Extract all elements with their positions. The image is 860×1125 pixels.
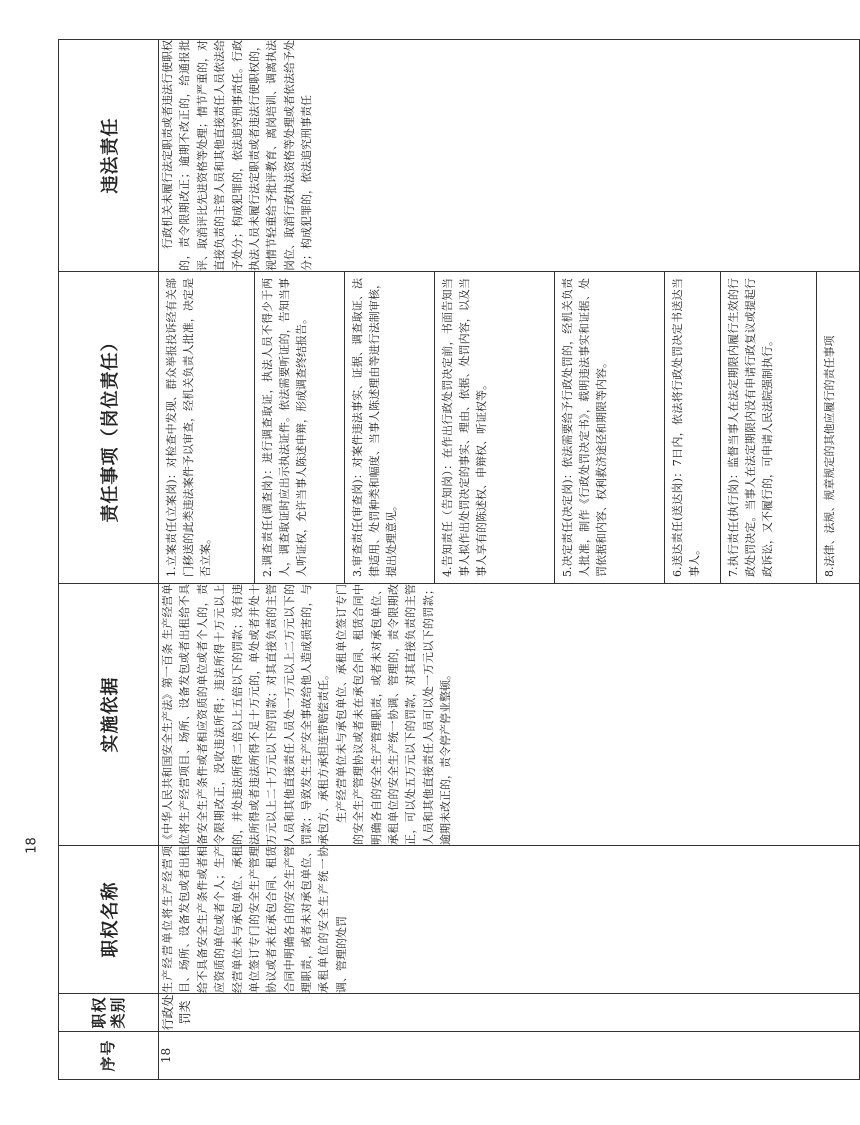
row-name	[159, 846, 860, 994]
responsibility-item-notification: 4.告知责任（告知岗）：在作出行政处罚决定前，书面告知当事人拟作出处罚决定的事实、理由、依据、处罚内容，以及当事人享有的陈述权、申辩权、听证权等。	[435, 272, 555, 583]
liability-text: 行政机关未履行法定职责或者违法行使职权的，责令限期改正；逾期不改正的，给通报批评、取消评比先进资格等处理；情节严重的，对直接负责的主管人员和其他直接责任人员依法给予处分；构成犯罪的，依法追究刑事责任。行政执法人员未履行法定职责或者违法行使职权的，视情节轻重给予批评教育、离岗培训、调离执法岗位、取消行政执法资格等处理或者依法给予处分；构成犯罪的，依法追究刑事责任	[161, 40, 313, 271]
header-seq: 序号	[59, 1032, 159, 1080]
responsibility-item-other: 8.法律、法规、规章规定的其他应履行的责任事项	[823, 335, 836, 577]
responsibility-item-review: 3.审查责任(审查岗)：对案件违法事实、证据、调查取证、法律适用、处罚种类和幅度、当事人陈述理由等进行法制审核，提出处理意见。	[345, 272, 435, 583]
rotated-table-container	[58, 40, 836, 1080]
responsibility-item-enforcement: 7.执行责任(执行岗)：监督当事人在法定期限内履行生效的行政处罚决定。当事人在法定期限内没有申请行政复议或提起行政诉讼，又不履行的，可申请人民法院强制执行。	[721, 272, 817, 583]
row-name-text: 生产经营单位将生产经营项目、场所、设备发包或者出租给不具备安全生产条件或者相应资质的单位或者个人；生产经营单位未与承包单位、承租单位签订专门的安全生产管理协议或者未在承包合同、租赁合同中明确各自的安全生产管理职责，或者未对承包单位、承租单位的安全生产统一协调、管理的处罚	[161, 846, 348, 993]
page-number: 18	[24, 837, 40, 854]
responsibility-item-filing: 1.立案责任(立案岗)：对检查中发现、群众举报投诉经有关部门移送的此类违法案件予以审查，经机关负责人批准，决定是否立案。	[159, 272, 255, 583]
header-name: 职权名称	[59, 846, 159, 994]
basis-paragraph-1: 《中华人民共和国安全生产法》第一百条 生产经营单位将生产经营项目、场所、设备发包或者出租给不具备安全生产条件或者相应资质的单位或者个人的，责令限期改正，没收违法所得；违法所得十万元以上的，并处违法所得二倍以上五倍以下的罚款；没有违法所得或者违法所得不足十万元的，单处或者并处十万元以上二十万元以下的罚款；对其直接负责的主管人员和其他直接责任人员处一万元以上二万元以下的罚款；导致发生生产安全事故给他人造成损害的，与承包方、承租方承担连带赔偿责任。	[161, 584, 331, 845]
row-basis	[159, 584, 860, 846]
responsibility-item-delivery: 6.送达责任(送达岗)：7日内，依法将行政处罚决定书送达当事人。	[665, 272, 721, 583]
row-category: 行政处罚类	[159, 994, 860, 1032]
duty-table	[58, 39, 860, 1080]
table-header-row	[59, 40, 159, 1080]
basis-paragraph-2: 生产经营单位未与承包单位、承租单位签订专门的安全生产管理协议或者未在承包合同、租赁合同中明确各自的安全生产管理职责，或者未对承包单位、承租单位的安全生产统一协调、管理的，责令限期改正，可以处五万元以下的罚款，对其直接负责的主管人员和其他直接责任人员可以处一万元以下的罚款；逾期未改正的，责令停产停业整顿。	[334, 584, 452, 845]
row-seq: 18	[159, 1032, 860, 1080]
row-liability	[159, 40, 860, 272]
responsibility-item-investigation: 2.调查责任(调查岗)：进行调查取证，执法人员不得少于两人，调查取证时应出示执法证件。依法需要听证的，告知当事人听证权，允许当事人陈述申辩，形成调查终结报告。	[255, 272, 345, 583]
header-category: 职权类别	[59, 994, 159, 1032]
responsibility-item-decision: 5.决定责任(决定岗)：依法需要给予行政处罚的，经机关负责人批准，制作《行政处罚决定书》，载明违法事实和证据、处罚依据和内容、权利救济途径和期限等内容。	[555, 272, 665, 583]
table-row	[159, 40, 860, 1080]
row-responsibilities	[159, 272, 860, 584]
header-responsibility: 责任事项（岗位责任）	[59, 272, 159, 584]
header-basis: 实施依据	[59, 584, 159, 846]
header-liability: 违法责任	[59, 40, 159, 272]
